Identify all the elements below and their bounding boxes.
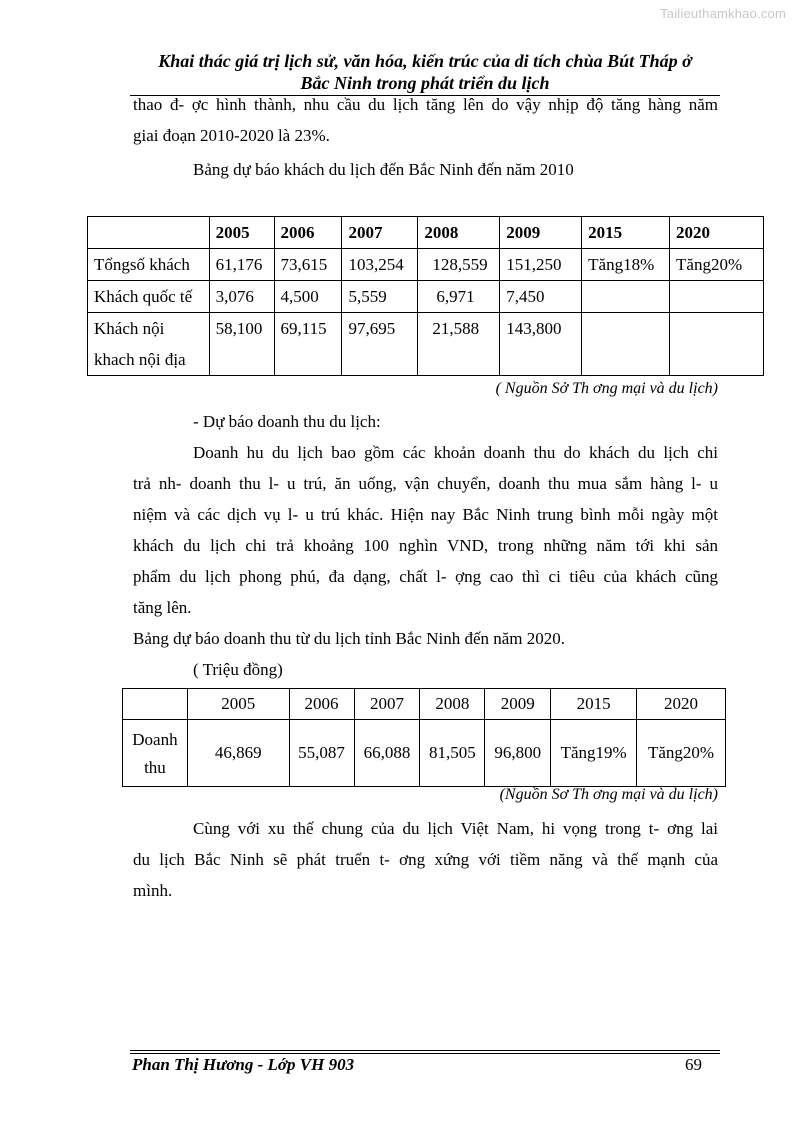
paragraph-line: thao đ- ợc hình thành, nhu cầu du lịch tăng lên do vậy nhịp độ tăng hàng năm bbox=[133, 95, 718, 114]
paragraph-line: Cùng với xu thế chung của du lịch Việt Nam, hi vọng trong t- ơng lai bbox=[193, 819, 718, 838]
table-cell: 96,800 bbox=[485, 720, 551, 787]
header-line-1: Khai thác giá trị lịch sử, văn hóa, kiến trúc của di tích chùa Bút Tháp ở bbox=[158, 51, 692, 71]
footer-divider bbox=[130, 1053, 720, 1054]
row-label bbox=[123, 720, 188, 787]
footer-divider bbox=[130, 1050, 720, 1051]
table-cell: 21,588 bbox=[418, 313, 500, 376]
row-label-line: khach nội địa bbox=[94, 350, 186, 369]
table-header-row bbox=[123, 689, 726, 720]
page-header bbox=[130, 50, 720, 94]
table-cell: Tăng20% bbox=[670, 249, 764, 281]
table-cell: 97,695 bbox=[342, 313, 418, 376]
intro-paragraph bbox=[133, 89, 718, 151]
header-cell: 2015 bbox=[551, 689, 637, 720]
revenue-paragraph bbox=[133, 437, 718, 623]
row-label bbox=[88, 313, 210, 376]
watermark-text: Tailieuthamkhao.com bbox=[660, 6, 786, 21]
header-cell: 2015 bbox=[582, 217, 670, 249]
paragraph-line: tăng lên. bbox=[133, 598, 192, 617]
header-cell: 2007 bbox=[354, 689, 420, 720]
table-cell: 69,115 bbox=[274, 313, 342, 376]
table-cell: 143,800 bbox=[500, 313, 582, 376]
table-row bbox=[123, 720, 726, 787]
revenue-forecast-table bbox=[122, 688, 726, 787]
paragraph-line: giai đoạn 2010-2020 là 23%. bbox=[133, 126, 330, 145]
table-cell: Tăng18% bbox=[582, 249, 670, 281]
table2-unit: ( Triệu đồng) bbox=[193, 660, 283, 679]
page-number: 69 bbox=[685, 1055, 702, 1074]
row-label-line: Doanh bbox=[132, 730, 178, 749]
table2-source: (Nguồn Sơ Th ơng mại và du lịch) bbox=[499, 786, 718, 803]
header-cell bbox=[88, 217, 210, 249]
visitor-forecast-table bbox=[87, 216, 764, 376]
paragraph-line: niệm và các dịch vụ l- u trú khác. Hiện nay Bắc Ninh trung bình mỗi ngày một bbox=[133, 505, 718, 524]
row-label: Khách quốc tế bbox=[88, 281, 210, 313]
table-cell: 58,100 bbox=[209, 313, 274, 376]
header-cell: 2008 bbox=[420, 689, 485, 720]
header-cell: 2008 bbox=[418, 217, 500, 249]
paragraph-line: du lịch Bắc Ninh sẽ phát truển t- ơng xứng với tiềm năng và thế mạnh của bbox=[133, 850, 718, 869]
footer-author: Phan Thị Hương - Lớp VH 903 bbox=[132, 1055, 355, 1074]
header-cell: 2007 bbox=[342, 217, 418, 249]
table-cell: 55,087 bbox=[289, 720, 354, 787]
header-cell: 2009 bbox=[485, 689, 551, 720]
table-cell: 4,500 bbox=[274, 281, 342, 313]
table-cell: 5,559 bbox=[342, 281, 418, 313]
paragraph-line: trả nh- doanh thu l- u trú, ăn uống, vận chuyển, doanh thu mua sắm hàng l- u bbox=[133, 474, 718, 493]
table-cell: 103,254 bbox=[342, 249, 418, 281]
table-cell: 46,869 bbox=[187, 720, 289, 787]
header-cell: 2006 bbox=[274, 217, 342, 249]
paragraph-line: Doanh hu du lịch bao gồm các khoản doanh thu do khách du lịch chi bbox=[193, 443, 718, 462]
section-heading: - Dự báo doanh thu du lịch: bbox=[193, 412, 381, 431]
row-label-line: Khách nội bbox=[94, 319, 165, 338]
table-cell: 66,088 bbox=[354, 720, 420, 787]
row-label: Tổngsố khách bbox=[88, 249, 210, 281]
table2-caption: Bảng dự báo doanh thu từ du lịch tỉnh Bắc Ninh đến năm 2020. bbox=[133, 629, 566, 648]
header-cell: 2020 bbox=[670, 217, 764, 249]
table-cell bbox=[670, 281, 764, 313]
table-cell: 81,505 bbox=[420, 720, 485, 787]
header-cell: 2005 bbox=[209, 217, 274, 249]
table-header-row bbox=[88, 217, 764, 249]
table-cell: 61,176 bbox=[209, 249, 274, 281]
table1-source: ( Nguồn Sở Th ơng mại và du lịch) bbox=[495, 380, 718, 397]
table-cell bbox=[582, 281, 670, 313]
table-cell: 128,559 bbox=[418, 249, 500, 281]
header-cell bbox=[123, 689, 188, 720]
paragraph-line: khách du lịch chi trả khoảng 100 nghìn VND, trong những năm tới khi sản bbox=[133, 536, 718, 555]
table-cell: Tăng19% bbox=[551, 720, 637, 787]
table-cell: 3,076 bbox=[209, 281, 274, 313]
paragraph-line: mình. bbox=[133, 881, 173, 900]
table-cell: 6,971 bbox=[418, 281, 500, 313]
header-cell: 2005 bbox=[187, 689, 289, 720]
header-cell: 2020 bbox=[637, 689, 726, 720]
table-cell: Tăng20% bbox=[637, 720, 726, 787]
table1-caption: Bảng dự báo khách du lịch đến Bắc Ninh đến năm 2010 bbox=[193, 160, 574, 179]
row-label-line: thu bbox=[144, 758, 166, 777]
table-row bbox=[88, 281, 764, 313]
header-cell: 2009 bbox=[500, 217, 582, 249]
header-cell: 2006 bbox=[289, 689, 354, 720]
table-row bbox=[88, 313, 764, 376]
closing-paragraph bbox=[133, 813, 718, 906]
paragraph-line: phẩm du lịch phong phú, đa dạng, chất l- ợng cao thì ci tiêu của khách cũng bbox=[133, 567, 718, 586]
table-cell bbox=[670, 313, 764, 376]
table-cell: 151,250 bbox=[500, 249, 582, 281]
header-line-2: Bắc Ninh trong phát triển du lịch bbox=[300, 73, 550, 93]
table-cell bbox=[582, 313, 670, 376]
table-cell: 7,450 bbox=[500, 281, 582, 313]
table-cell: 73,615 bbox=[274, 249, 342, 281]
table-row bbox=[88, 249, 764, 281]
